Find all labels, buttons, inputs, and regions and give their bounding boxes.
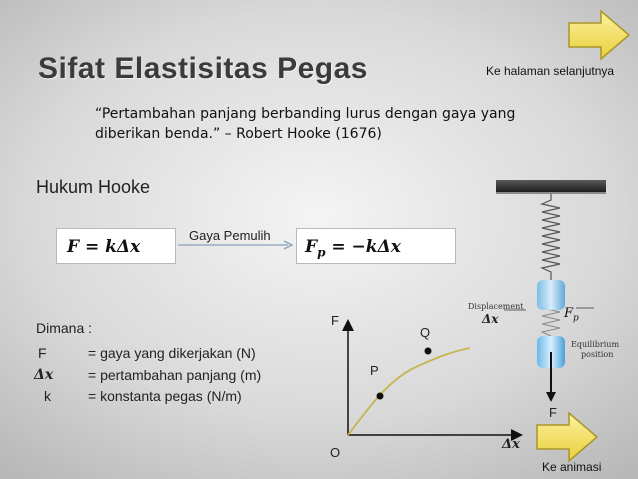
definitions-heading: Dimana : — [36, 320, 93, 336]
spring-diagram — [466, 176, 636, 416]
quote-line-1: “Pertambahan panjang berbanding lurus dengan gaya yang — [95, 106, 516, 122]
restoring-force-symbol: F — [305, 237, 318, 257]
next-page-link[interactable] — [486, 64, 614, 78]
force-arrow-head — [546, 392, 556, 402]
restoring-force-rhs: = −kΔx — [325, 237, 401, 257]
graph-y-label: F — [331, 313, 339, 328]
hooke-quote — [95, 104, 595, 144]
definition-symbol-k: k — [44, 388, 51, 404]
arrow-connector-icon — [176, 238, 296, 252]
equilibrium-line-2: position — [581, 350, 614, 359]
spring-coil — [542, 194, 560, 280]
graph-x-label: Δx — [502, 437, 520, 452]
animation-arrow-icon[interactable] — [535, 410, 601, 464]
spring-fp-label — [564, 306, 579, 324]
hooke-law-text: F = kΔx — [67, 237, 141, 257]
definition-desc-k: = konstanta pegas (N/m) — [88, 388, 242, 404]
next-page-label: Ke halaman selanjutnya — [486, 64, 615, 78]
ceiling-support — [496, 180, 606, 192]
spring-force-label: F — [549, 405, 557, 420]
displacement-label: Displacement — [468, 302, 524, 311]
restoring-force-sub: p — [317, 245, 326, 260]
point-p — [377, 393, 384, 400]
spring-fp-symbol: F — [564, 306, 574, 321]
graph-point-p-label: P — [370, 363, 379, 378]
slide-title: Sifat Elastisitas Pegas — [38, 52, 368, 85]
graph-point-q-label: Q — [420, 325, 431, 340]
restoring-force-formula — [296, 228, 456, 264]
spring-delta-x-label: Δx — [482, 312, 499, 326]
quote-line-2: diberikan benda.” – Robert Hooke (1676) — [95, 126, 382, 142]
equilibrium-label — [571, 340, 619, 360]
graph-origin-label: O — [330, 445, 341, 460]
definition-desc-f: = gaya yang dikerjakan (N) — [88, 345, 256, 361]
animation-link[interactable] — [542, 460, 601, 474]
definition-symbol-dx: Δx — [34, 367, 54, 383]
definition-desc-dx: = pertambahan panjang (m) — [88, 367, 262, 383]
spring-fp-sub: p — [573, 313, 579, 324]
next-page-arrow-icon[interactable] — [567, 8, 633, 62]
animation-label: Ke animasi — [542, 460, 602, 474]
point-q — [425, 348, 432, 355]
mass-upper — [537, 280, 565, 310]
definition-symbol-f: F — [38, 345, 47, 361]
restoring-force-label: Gaya Pemulih — [189, 228, 271, 243]
section-heading: Hukum Hooke — [36, 177, 151, 197]
hooke-law-formula — [56, 228, 176, 264]
equilibrium-line-1: Equilibrium — [571, 340, 620, 349]
graph-curve — [348, 348, 470, 435]
